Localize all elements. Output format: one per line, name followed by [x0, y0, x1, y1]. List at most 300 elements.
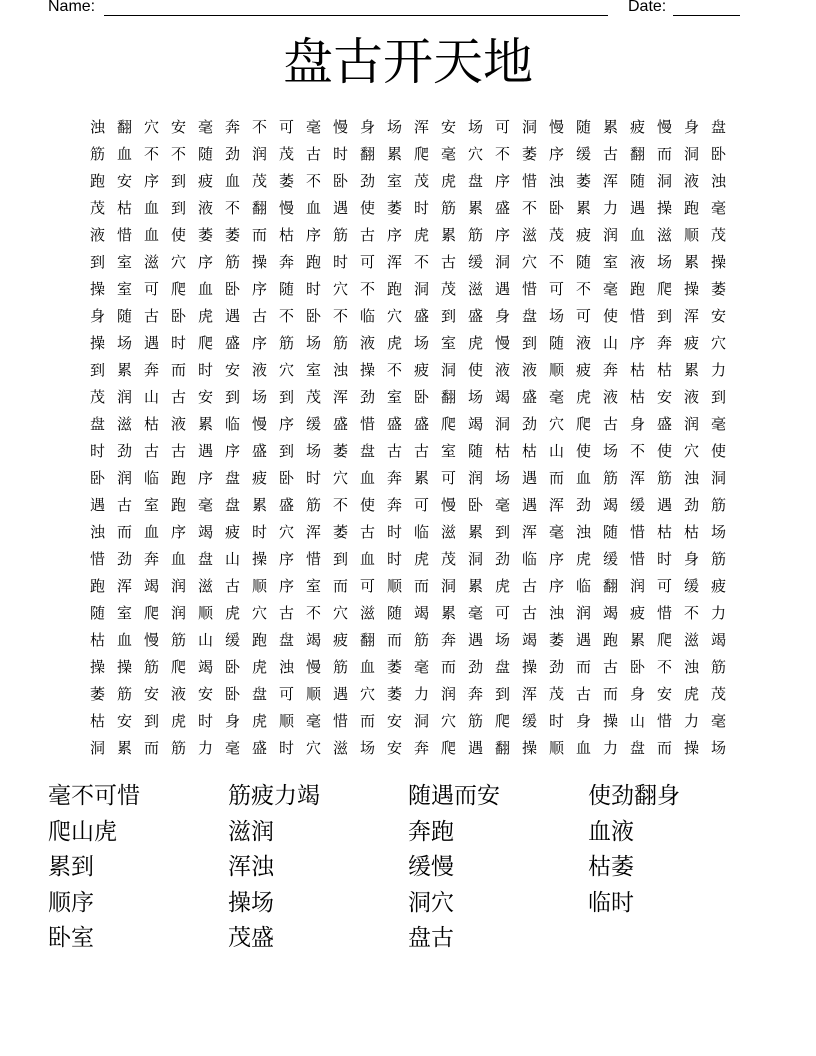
grid-cell[interactable]: 跑 [170, 496, 186, 514]
grid-cell[interactable]: 滋 [440, 523, 456, 541]
grid-cell[interactable]: 盘 [629, 739, 645, 757]
grid-cell[interactable]: 卧 [224, 658, 240, 676]
grid-cell[interactable]: 安 [116, 712, 132, 730]
grid-cell[interactable]: 随 [116, 307, 132, 325]
grid-cell[interactable]: 爬 [440, 415, 456, 433]
grid-cell[interactable]: 跑 [170, 469, 186, 487]
grid-cell[interactable]: 慢 [251, 415, 267, 433]
grid-cell[interactable]: 毫 [710, 712, 726, 730]
grid-cell[interactable]: 血 [359, 550, 375, 568]
grid-cell[interactable]: 毫 [224, 739, 240, 757]
grid-cell[interactable]: 安 [143, 685, 159, 703]
grid-cell[interactable]: 筋 [413, 631, 429, 649]
grid-cell[interactable]: 枯 [116, 199, 132, 217]
grid-cell[interactable]: 卧 [278, 469, 294, 487]
grid-cell[interactable]: 润 [440, 685, 456, 703]
grid-cell[interactable]: 缓 [602, 550, 618, 568]
grid-cell[interactable]: 盘 [251, 685, 267, 703]
grid-cell[interactable]: 场 [467, 118, 483, 136]
grid-cell[interactable]: 序 [251, 334, 267, 352]
grid-cell[interactable]: 润 [575, 604, 591, 622]
grid-cell[interactable]: 室 [386, 388, 402, 406]
grid-cell[interactable]: 洞 [683, 145, 699, 163]
grid-cell[interactable]: 时 [332, 145, 348, 163]
grid-cell[interactable]: 惜 [629, 307, 645, 325]
grid-cell[interactable]: 萎 [548, 631, 564, 649]
grid-cell[interactable]: 爬 [656, 280, 672, 298]
grid-cell[interactable]: 滋 [656, 226, 672, 244]
grid-cell[interactable]: 液 [521, 361, 537, 379]
grid-cell[interactable]: 而 [656, 739, 672, 757]
grid-cell[interactable]: 室 [602, 253, 618, 271]
grid-cell[interactable]: 润 [629, 577, 645, 595]
grid-cell[interactable]: 随 [278, 280, 294, 298]
grid-cell[interactable]: 遇 [494, 280, 510, 298]
grid-cell[interactable]: 可 [494, 604, 510, 622]
grid-cell[interactable]: 卧 [413, 388, 429, 406]
grid-cell[interactable]: 使 [359, 496, 375, 514]
grid-cell[interactable]: 液 [575, 334, 591, 352]
grid-cell[interactable]: 不 [278, 307, 294, 325]
grid-cell[interactable]: 序 [494, 172, 510, 190]
grid-cell[interactable]: 茂 [89, 388, 105, 406]
grid-cell[interactable]: 劲 [494, 550, 510, 568]
grid-cell[interactable]: 身 [629, 415, 645, 433]
grid-cell[interactable]: 可 [548, 280, 564, 298]
grid-cell[interactable]: 顺 [197, 604, 213, 622]
grid-cell[interactable]: 遇 [332, 199, 348, 217]
grid-cell[interactable]: 萎 [332, 442, 348, 460]
grid-cell[interactable]: 安 [224, 361, 240, 379]
grid-cell[interactable]: 惜 [521, 280, 537, 298]
grid-cell[interactable]: 遇 [467, 631, 483, 649]
grid-cell[interactable]: 茂 [440, 550, 456, 568]
grid-cell[interactable]: 场 [251, 388, 267, 406]
grid-cell[interactable]: 筋 [116, 685, 132, 703]
grid-cell[interactable]: 时 [656, 550, 672, 568]
grid-cell[interactable]: 而 [440, 658, 456, 676]
grid-cell[interactable]: 山 [602, 334, 618, 352]
grid-cell[interactable]: 浊 [575, 523, 591, 541]
grid-cell[interactable]: 古 [116, 496, 132, 514]
grid-cell[interactable]: 遇 [656, 496, 672, 514]
grid-cell[interactable]: 安 [710, 307, 726, 325]
grid-cell[interactable]: 穴 [359, 685, 375, 703]
grid-cell[interactable]: 洞 [710, 469, 726, 487]
grid-cell[interactable]: 而 [359, 712, 375, 730]
grid-cell[interactable]: 累 [602, 118, 618, 136]
grid-cell[interactable]: 奔 [278, 253, 294, 271]
grid-cell[interactable]: 随 [386, 604, 402, 622]
grid-cell[interactable]: 洞 [440, 577, 456, 595]
grid-cell[interactable]: 奔 [656, 334, 672, 352]
grid-cell[interactable]: 序 [494, 226, 510, 244]
grid-cell[interactable]: 惜 [305, 550, 321, 568]
grid-cell[interactable]: 古 [413, 442, 429, 460]
grid-cell[interactable]: 奔 [386, 469, 402, 487]
grid-cell[interactable]: 可 [440, 469, 456, 487]
grid-cell[interactable]: 洞 [413, 280, 429, 298]
grid-cell[interactable]: 安 [386, 739, 402, 757]
grid-cell[interactable]: 疲 [332, 631, 348, 649]
grid-cell[interactable]: 惜 [116, 226, 132, 244]
grid-cell[interactable]: 洞 [440, 361, 456, 379]
grid-cell[interactable]: 润 [116, 469, 132, 487]
grid-cell[interactable]: 操 [521, 739, 537, 757]
grid-cell[interactable]: 茂 [251, 172, 267, 190]
grid-cell[interactable]: 使 [710, 442, 726, 460]
grid-cell[interactable]: 山 [143, 388, 159, 406]
grid-cell[interactable]: 筋 [710, 550, 726, 568]
grid-cell[interactable]: 劲 [359, 388, 375, 406]
grid-cell[interactable]: 血 [305, 199, 321, 217]
grid-cell[interactable]: 随 [575, 253, 591, 271]
grid-cell[interactable]: 使 [602, 307, 618, 325]
grid-cell[interactable]: 慢 [548, 118, 564, 136]
grid-cell[interactable]: 虎 [413, 226, 429, 244]
grid-cell[interactable]: 血 [143, 226, 159, 244]
grid-cell[interactable]: 顺 [683, 226, 699, 244]
grid-cell[interactable]: 爬 [575, 415, 591, 433]
grid-cell[interactable]: 慢 [143, 631, 159, 649]
grid-cell[interactable]: 到 [278, 388, 294, 406]
grid-cell[interactable]: 盛 [332, 415, 348, 433]
grid-cell[interactable]: 而 [251, 226, 267, 244]
grid-cell[interactable]: 竭 [143, 577, 159, 595]
grid-cell[interactable]: 枯 [656, 361, 672, 379]
grid-cell[interactable]: 浑 [116, 577, 132, 595]
grid-cell[interactable]: 古 [575, 685, 591, 703]
grid-cell[interactable]: 竭 [602, 496, 618, 514]
grid-cell[interactable]: 爬 [143, 604, 159, 622]
grid-cell[interactable]: 力 [602, 739, 618, 757]
grid-cell[interactable]: 不 [629, 442, 645, 460]
grid-cell[interactable]: 力 [683, 712, 699, 730]
grid-cell[interactable]: 卧 [629, 658, 645, 676]
grid-cell[interactable]: 安 [656, 685, 672, 703]
grid-cell[interactable]: 序 [170, 523, 186, 541]
grid-cell[interactable]: 穴 [278, 361, 294, 379]
grid-cell[interactable]: 力 [413, 685, 429, 703]
grid-cell[interactable]: 浊 [710, 172, 726, 190]
grid-cell[interactable]: 操 [656, 199, 672, 217]
grid-cell[interactable]: 遇 [521, 496, 537, 514]
grid-cell[interactable]: 翻 [116, 118, 132, 136]
grid-cell[interactable]: 盛 [656, 415, 672, 433]
grid-cell[interactable]: 场 [548, 307, 564, 325]
grid-cell[interactable]: 茂 [548, 226, 564, 244]
grid-cell[interactable]: 缓 [305, 415, 321, 433]
grid-cell[interactable]: 场 [413, 334, 429, 352]
grid-cell[interactable]: 劲 [521, 415, 537, 433]
grid-cell[interactable]: 浑 [683, 307, 699, 325]
grid-cell[interactable]: 竭 [413, 604, 429, 622]
grid-cell[interactable]: 累 [440, 226, 456, 244]
grid-cell[interactable]: 序 [197, 469, 213, 487]
grid-cell[interactable]: 遇 [332, 685, 348, 703]
grid-cell[interactable]: 缓 [224, 631, 240, 649]
grid-cell[interactable]: 筋 [278, 334, 294, 352]
grid-cell[interactable]: 缓 [629, 496, 645, 514]
grid-cell[interactable]: 枯 [89, 712, 105, 730]
grid-cell[interactable]: 室 [116, 604, 132, 622]
grid-cell[interactable]: 古 [602, 658, 618, 676]
grid-cell[interactable]: 枯 [89, 631, 105, 649]
grid-cell[interactable]: 不 [683, 604, 699, 622]
grid-cell[interactable]: 浊 [89, 523, 105, 541]
grid-cell[interactable]: 疲 [683, 334, 699, 352]
grid-cell[interactable]: 筋 [305, 496, 321, 514]
grid-cell[interactable]: 安 [197, 685, 213, 703]
grid-cell[interactable]: 奔 [386, 496, 402, 514]
grid-cell[interactable]: 卧 [467, 496, 483, 514]
grid-cell[interactable]: 萎 [710, 280, 726, 298]
grid-cell[interactable]: 累 [440, 604, 456, 622]
grid-cell[interactable]: 洞 [521, 118, 537, 136]
grid-cell[interactable]: 时 [413, 199, 429, 217]
grid-cell[interactable]: 序 [224, 442, 240, 460]
grid-cell[interactable]: 不 [656, 658, 672, 676]
grid-cell[interactable]: 液 [251, 361, 267, 379]
grid-cell[interactable]: 临 [413, 523, 429, 541]
grid-cell[interactable]: 滋 [143, 253, 159, 271]
grid-cell[interactable]: 血 [143, 523, 159, 541]
grid-cell[interactable]: 毫 [710, 199, 726, 217]
grid-cell[interactable]: 可 [494, 118, 510, 136]
grid-cell[interactable]: 场 [359, 739, 375, 757]
grid-cell[interactable]: 卧 [332, 172, 348, 190]
grid-cell[interactable]: 时 [305, 469, 321, 487]
grid-cell[interactable]: 卧 [224, 280, 240, 298]
grid-cell[interactable]: 萎 [278, 172, 294, 190]
grid-cell[interactable]: 使 [359, 199, 375, 217]
grid-cell[interactable]: 穴 [710, 334, 726, 352]
grid-cell[interactable]: 血 [170, 550, 186, 568]
grid-cell[interactable]: 操 [89, 658, 105, 676]
grid-cell[interactable]: 毫 [413, 658, 429, 676]
grid-cell[interactable]: 顺 [386, 577, 402, 595]
grid-cell[interactable]: 枯 [656, 523, 672, 541]
grid-cell[interactable]: 劲 [575, 496, 591, 514]
grid-cell[interactable]: 劲 [116, 550, 132, 568]
grid-cell[interactable]: 身 [359, 118, 375, 136]
grid-cell[interactable]: 血 [575, 469, 591, 487]
grid-cell[interactable]: 不 [359, 280, 375, 298]
grid-cell[interactable]: 奔 [602, 361, 618, 379]
grid-cell[interactable]: 跑 [251, 631, 267, 649]
grid-cell[interactable]: 到 [143, 712, 159, 730]
grid-cell[interactable]: 时 [251, 523, 267, 541]
grid-cell[interactable]: 跑 [386, 280, 402, 298]
grid-cell[interactable]: 盛 [467, 307, 483, 325]
grid-cell[interactable]: 润 [170, 604, 186, 622]
grid-cell[interactable]: 序 [143, 172, 159, 190]
grid-cell[interactable]: 到 [89, 361, 105, 379]
grid-cell[interactable]: 穴 [683, 442, 699, 460]
grid-cell[interactable]: 序 [251, 280, 267, 298]
grid-cell[interactable]: 毫 [548, 388, 564, 406]
grid-cell[interactable]: 穴 [332, 280, 348, 298]
grid-cell[interactable]: 血 [629, 226, 645, 244]
grid-cell[interactable]: 洞 [467, 550, 483, 568]
grid-cell[interactable]: 茂 [710, 685, 726, 703]
grid-cell[interactable]: 盛 [413, 307, 429, 325]
grid-cell[interactable]: 操 [89, 280, 105, 298]
grid-cell[interactable]: 累 [629, 631, 645, 649]
grid-cell[interactable]: 序 [548, 145, 564, 163]
grid-cell[interactable]: 遇 [521, 469, 537, 487]
grid-cell[interactable]: 盘 [197, 550, 213, 568]
grid-cell[interactable]: 不 [305, 604, 321, 622]
grid-cell[interactable]: 临 [143, 469, 159, 487]
grid-cell[interactable]: 盘 [89, 415, 105, 433]
grid-cell[interactable]: 累 [467, 199, 483, 217]
grid-cell[interactable]: 盛 [251, 739, 267, 757]
grid-cell[interactable]: 萎 [386, 658, 402, 676]
grid-cell[interactable]: 到 [170, 172, 186, 190]
grid-cell[interactable]: 毫 [710, 415, 726, 433]
grid-cell[interactable]: 血 [224, 172, 240, 190]
grid-cell[interactable]: 缓 [521, 712, 537, 730]
grid-cell[interactable]: 浑 [602, 172, 618, 190]
grid-cell[interactable]: 序 [548, 550, 564, 568]
grid-cell[interactable]: 穴 [440, 712, 456, 730]
grid-cell[interactable]: 枯 [521, 442, 537, 460]
grid-cell[interactable]: 操 [683, 739, 699, 757]
grid-cell[interactable]: 遇 [197, 442, 213, 460]
grid-cell[interactable]: 古 [224, 577, 240, 595]
grid-cell[interactable]: 毫 [467, 604, 483, 622]
grid-cell[interactable]: 疲 [629, 604, 645, 622]
grid-cell[interactable]: 毫 [305, 712, 321, 730]
grid-cell[interactable]: 随 [602, 523, 618, 541]
grid-cell[interactable]: 时 [197, 361, 213, 379]
grid-cell[interactable]: 到 [332, 550, 348, 568]
grid-cell[interactable]: 卧 [89, 469, 105, 487]
grid-cell[interactable]: 可 [359, 577, 375, 595]
grid-cell[interactable]: 可 [575, 307, 591, 325]
grid-cell[interactable]: 毫 [494, 496, 510, 514]
grid-cell[interactable]: 润 [467, 469, 483, 487]
grid-cell[interactable]: 到 [494, 685, 510, 703]
grid-cell[interactable]: 翻 [602, 577, 618, 595]
grid-cell[interactable]: 筋 [656, 469, 672, 487]
grid-cell[interactable]: 场 [467, 388, 483, 406]
grid-cell[interactable]: 筋 [143, 658, 159, 676]
grid-cell[interactable]: 翻 [251, 199, 267, 217]
grid-cell[interactable]: 筋 [602, 469, 618, 487]
grid-cell[interactable]: 遇 [143, 334, 159, 352]
grid-cell[interactable]: 而 [116, 523, 132, 541]
grid-cell[interactable]: 疲 [629, 118, 645, 136]
grid-cell[interactable]: 身 [683, 118, 699, 136]
grid-cell[interactable]: 顺 [548, 361, 564, 379]
grid-cell[interactable]: 临 [359, 307, 375, 325]
grid-cell[interactable]: 不 [170, 145, 186, 163]
grid-cell[interactable]: 萎 [386, 199, 402, 217]
grid-cell[interactable]: 穴 [386, 307, 402, 325]
grid-cell[interactable]: 竭 [197, 523, 213, 541]
grid-cell[interactable]: 滋 [521, 226, 537, 244]
grid-cell[interactable]: 场 [710, 739, 726, 757]
grid-cell[interactable]: 古 [143, 442, 159, 460]
grid-cell[interactable]: 穴 [332, 469, 348, 487]
grid-cell[interactable]: 液 [170, 415, 186, 433]
grid-cell[interactable]: 惜 [332, 712, 348, 730]
grid-cell[interactable]: 浑 [305, 523, 321, 541]
grid-cell[interactable]: 浑 [413, 118, 429, 136]
grid-cell[interactable]: 虎 [575, 388, 591, 406]
grid-cell[interactable]: 枯 [278, 226, 294, 244]
grid-cell[interactable]: 洞 [494, 253, 510, 271]
grid-cell[interactable]: 翻 [359, 631, 375, 649]
grid-cell[interactable]: 遇 [629, 199, 645, 217]
grid-cell[interactable]: 血 [359, 658, 375, 676]
grid-cell[interactable]: 古 [359, 226, 375, 244]
grid-cell[interactable]: 随 [197, 145, 213, 163]
grid-cell[interactable]: 竭 [197, 658, 213, 676]
grid-cell[interactable]: 不 [332, 496, 348, 514]
grid-cell[interactable]: 缓 [575, 145, 591, 163]
grid-cell[interactable]: 序 [386, 226, 402, 244]
grid-cell[interactable]: 累 [116, 739, 132, 757]
grid-cell[interactable]: 跑 [305, 253, 321, 271]
grid-cell[interactable]: 竭 [305, 631, 321, 649]
grid-cell[interactable]: 枯 [143, 415, 159, 433]
grid-cell[interactable]: 累 [413, 469, 429, 487]
grid-cell[interactable]: 盛 [278, 496, 294, 514]
grid-cell[interactable]: 盘 [359, 442, 375, 460]
grid-cell[interactable]: 惜 [629, 550, 645, 568]
grid-cell[interactable]: 序 [278, 415, 294, 433]
grid-cell[interactable]: 古 [602, 145, 618, 163]
grid-cell[interactable]: 身 [494, 307, 510, 325]
grid-cell[interactable]: 洞 [656, 172, 672, 190]
grid-cell[interactable]: 安 [116, 172, 132, 190]
grid-cell[interactable]: 古 [359, 523, 375, 541]
grid-cell[interactable]: 安 [170, 118, 186, 136]
grid-cell[interactable]: 累 [467, 577, 483, 595]
grid-cell[interactable]: 液 [359, 334, 375, 352]
grid-cell[interactable]: 累 [251, 496, 267, 514]
grid-cell[interactable]: 而 [548, 469, 564, 487]
grid-cell[interactable]: 山 [629, 712, 645, 730]
grid-cell[interactable]: 身 [89, 307, 105, 325]
grid-cell[interactable]: 液 [629, 253, 645, 271]
grid-cell[interactable]: 累 [575, 199, 591, 217]
grid-cell[interactable]: 室 [116, 253, 132, 271]
grid-cell[interactable]: 萎 [521, 145, 537, 163]
grid-cell[interactable]: 跑 [602, 631, 618, 649]
grid-cell[interactable]: 奔 [467, 685, 483, 703]
grid-cell[interactable]: 筋 [332, 226, 348, 244]
grid-cell[interactable]: 临 [224, 415, 240, 433]
grid-cell[interactable]: 盘 [521, 307, 537, 325]
grid-cell[interactable]: 滋 [683, 631, 699, 649]
grid-cell[interactable]: 枯 [629, 388, 645, 406]
grid-cell[interactable]: 不 [386, 361, 402, 379]
grid-cell[interactable]: 卧 [224, 685, 240, 703]
grid-cell[interactable]: 累 [683, 253, 699, 271]
grid-cell[interactable]: 浊 [683, 469, 699, 487]
grid-cell[interactable]: 不 [494, 145, 510, 163]
grid-cell[interactable]: 翻 [359, 145, 375, 163]
grid-cell[interactable]: 力 [602, 199, 618, 217]
grid-cell[interactable]: 盛 [521, 388, 537, 406]
grid-cell[interactable]: 盘 [278, 631, 294, 649]
grid-cell[interactable]: 穴 [143, 118, 159, 136]
date-input-line[interactable] [673, 15, 740, 16]
